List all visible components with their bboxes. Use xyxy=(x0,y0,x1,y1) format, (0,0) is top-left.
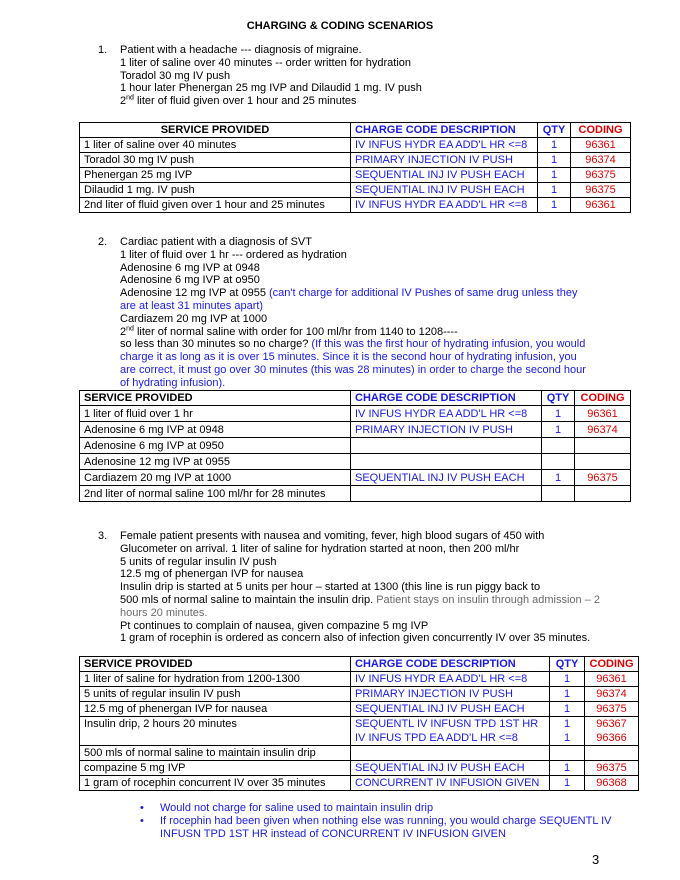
code-cell: 96375 xyxy=(571,183,631,198)
service-cell: 2nd liter of normal saline 100 ml/hr for 28 minutes xyxy=(80,486,351,502)
qty-cell: 1 xyxy=(538,138,571,153)
table-row xyxy=(80,761,639,776)
description-cell xyxy=(351,486,542,502)
description-cell: SEQUENTIAL INJ IV PUSH EACH xyxy=(351,470,542,486)
scenario-1-table xyxy=(79,122,631,213)
notes-list xyxy=(140,802,640,841)
code-cell: 96361 xyxy=(571,198,631,213)
description-cell: PRIMARY INJECTION IV PUSH xyxy=(351,153,538,168)
description-cell: IV INFUS HYDR EA ADD'L HR <=8 xyxy=(351,406,542,422)
service-cell: 500 mls of normal saline to maintain insulin drip xyxy=(80,746,351,761)
scenario-1-line: 1 hour later Phenergan 25 mg IVP and Dilaudid 1 mg. IV push xyxy=(120,82,422,95)
header-service: SERVICE PROVIDED xyxy=(80,391,351,406)
scenario-2-line: so less than 30 minutes so no charge? (If this was the first hour of hydrating infusion, you would charge it as long as it is over 15 minutes. Since it is the second hour of hydrating infusion, you are correct, it must go over 30 minutes (this was 28 minutes) in order to charge the second hour of hydrating infusion). xyxy=(120,338,586,389)
table-row xyxy=(80,454,631,470)
table-row xyxy=(80,486,631,502)
table-row xyxy=(80,153,631,168)
service-cell: Adenosine 12 mg IVP at 0955 xyxy=(80,454,351,470)
header-coding: CODING xyxy=(585,657,639,672)
qty-cell: 1 xyxy=(542,406,575,422)
table-row xyxy=(80,702,639,717)
service-cell: compazine 5 mg IVP xyxy=(80,761,351,776)
scenario-2-number: 2. xyxy=(98,236,108,248)
qty-cell: 1 xyxy=(538,168,571,183)
service-cell: Cardiazem 20 mg IVP at 1000 xyxy=(80,470,351,486)
qty-cell: 1 xyxy=(550,672,585,687)
code-cell xyxy=(575,438,631,454)
qty-cell xyxy=(542,454,575,470)
header-description: CHARGE CODE DESCRIPTION xyxy=(351,657,550,672)
scenario-2-line: 2nd liter of normal saline with order for 100 ml/hr from 1140 to 1208---- xyxy=(120,324,458,338)
table-row xyxy=(80,183,631,198)
qty-cell xyxy=(542,438,575,454)
scenario-2-line: Adenosine 6 mg IVP at o950 xyxy=(120,274,260,287)
description-cell xyxy=(351,454,542,470)
header-qty: QTY xyxy=(550,657,585,672)
service-cell: 1 gram of rocephin concurrent IV over 35 minutes xyxy=(80,776,351,791)
qty-cell: 1 xyxy=(550,687,585,702)
service-cell: 2nd liter of fluid given over 1 hour and 25 minutes xyxy=(80,198,351,213)
service-cell: Dilaudid 1 mg. IV push xyxy=(80,183,351,198)
code-cell xyxy=(575,454,631,470)
description-cell: PRIMARY INJECTION IV PUSH xyxy=(351,687,550,702)
table-header-row xyxy=(80,657,639,672)
description-cell: SEQUENTIAL INJ IV PUSH EACH xyxy=(351,168,538,183)
qty-cell: 1 xyxy=(538,153,571,168)
scenario-2-line: Cardiac patient with a diagnosis of SVT xyxy=(120,236,312,248)
code-cell: 96375 xyxy=(585,761,639,776)
qty-cell: 1 xyxy=(550,776,585,791)
service-cell: 1 liter of saline for hydration from 1200-1300 xyxy=(80,672,351,687)
table-header-row xyxy=(80,391,631,406)
scenario-3-line: 1 gram of rocephin is ordered as concern also of infection given concurrently IV over 35 minutes. xyxy=(120,632,591,645)
scenario-3-table xyxy=(79,656,639,791)
scenario-2-line: Cardiazem 20 mg IVP at 1000 xyxy=(120,312,268,325)
header-description: CHARGE CODE DESCRIPTION xyxy=(351,391,542,406)
code-cell: 96368 xyxy=(585,776,639,791)
table-row xyxy=(80,672,639,687)
qty-cell xyxy=(542,486,575,502)
description-cell xyxy=(351,746,550,761)
qty-cell: 1 xyxy=(542,422,575,438)
scenario-2-line: Adenosine 12 mg IVP at 0955 (can't charge for additional IV Pushes of same drug unless they are at least 31 minutes apart) xyxy=(120,287,578,312)
qty-cell: 1 xyxy=(538,198,571,213)
qty-cell: 1 1 xyxy=(550,717,585,746)
qty-cell xyxy=(550,746,585,761)
note-item: • If rocephin had been given when nothing else was running, you would charge SEQUENTL IV INFUSN TPD 1ST HR instead of CONCURRENT IV INFUSION GIVEN xyxy=(140,815,612,840)
service-cell: 12.5 mg of phenergan IVP for nausea xyxy=(80,702,351,717)
table-row xyxy=(80,776,639,791)
qty-cell: 1 xyxy=(550,702,585,717)
scenario-3-line: 500 mls of normal saline to maintain the insulin drip. Patient stays on insulin through admission – 2 hours 20 minutes. xyxy=(120,593,600,619)
scenario-2-text xyxy=(100,236,595,390)
description-cell: SEQUENTIAL INJ IV PUSH EACH xyxy=(351,761,550,776)
description-cell: CONCURRENT IV INFUSION GIVEN xyxy=(351,776,550,791)
service-cell: Adenosine 6 mg IVP at 0950 xyxy=(80,438,351,454)
code-cell: 96375 xyxy=(571,168,631,183)
qty-cell: 1 xyxy=(542,470,575,486)
header-qty: QTY xyxy=(542,391,575,406)
scenario-1-line: 1 liter of saline over 40 minutes -- order written for hydration xyxy=(120,56,412,69)
table-row xyxy=(80,198,631,213)
scenario-1-text xyxy=(100,44,610,108)
header-service: SERVICE PROVIDED xyxy=(80,657,351,672)
description-cell: IV INFUS HYDR EA ADD'L HR <=8 xyxy=(351,672,550,687)
service-cell: 5 units of regular insulin IV push xyxy=(80,687,351,702)
scenario-2-note: (can't charge for additional IV Pushes of same drug unless they are at least 31 minutes apart) xyxy=(120,287,578,312)
bullet-icon: • xyxy=(140,802,144,814)
description-cell: SEQUENTL IV INFUSN TPD 1ST HR IV INFUS TPD EA ADD'L HR <=8 xyxy=(351,717,550,746)
scenario-2-note: (If this was the first hour of hydrating infusion, you would charge it as long as it is over 15 minutes. Since it is the second hour of hydrating infusion, you are correct, it must go over 30 minutes (this was 28 minutes) in order to charge the second hour of hydrating infusion). xyxy=(120,338,586,389)
qty-cell: 1 xyxy=(538,183,571,198)
service-cell: Adenosine 6 mg IVP at 0948 xyxy=(80,422,351,438)
table-header-row xyxy=(80,123,631,138)
note-item: • Would not charge for saline used to maintain insulin drip xyxy=(140,802,434,814)
header-coding: CODING xyxy=(571,123,631,138)
header-qty: QTY xyxy=(538,123,571,138)
description-cell: PRIMARY INJECTION IV PUSH xyxy=(351,422,542,438)
scenario-1-line: Toradol 30 mg IV push xyxy=(120,69,231,82)
table-row xyxy=(80,138,631,153)
scenario-3-line: Glucometer on arrival. 1 liter of saline for hydration started at noon, then 200 ml/hr xyxy=(120,542,520,555)
scenario-3-number: 3. xyxy=(98,530,108,542)
bullet-icon: • xyxy=(140,815,144,827)
code-cell: 96374 xyxy=(585,687,639,702)
description-cell xyxy=(351,438,542,454)
code-cell: 96367 96366 xyxy=(585,717,639,746)
page-number: 3 xyxy=(592,852,600,867)
description-cell: IV INFUS HYDR EA ADD'L HR <=8 xyxy=(351,198,538,213)
code-cell: 96361 xyxy=(575,406,631,422)
code-cell xyxy=(585,746,639,761)
table-row xyxy=(80,168,631,183)
table-row xyxy=(80,470,631,486)
page-title: CHARGING & CODING SCENARIOS xyxy=(246,20,434,32)
service-cell: Phenergan 25 mg IVP xyxy=(80,168,351,183)
table-row xyxy=(80,746,639,761)
scenario-1-number: 1. xyxy=(98,44,108,56)
table-row xyxy=(80,406,631,422)
scenario-1-line: 2nd liter of fluid given over 1 hour and 25 minutes xyxy=(120,94,357,108)
description-cell: SEQUENTIAL INJ IV PUSH EACH xyxy=(351,702,550,717)
scenario-3-text xyxy=(100,530,610,645)
service-cell: 1 liter of fluid over 1 hr xyxy=(80,406,351,422)
scenario-3-line: Pt continues to complain of nausea, given compazine 5 mg IVP xyxy=(120,619,429,632)
scenario-1-line: Patient with a headache --- diagnosis of migraine. xyxy=(120,44,362,56)
service-cell: Insulin drip, 2 hours 20 minutes xyxy=(80,717,351,746)
code-cell: 96374 xyxy=(575,422,631,438)
code-cell: 96361 xyxy=(585,672,639,687)
scenario-3-line: Insulin drip is started at 5 units per hour – started at 1300 (this line is run piggy back to xyxy=(120,581,541,594)
qty-cell: 1 xyxy=(550,761,585,776)
header-coding: CODING xyxy=(575,391,631,406)
scenario-3-line: 12.5 mg of phenergan IVP for nausea xyxy=(120,568,304,581)
header-description: CHARGE CODE DESCRIPTION xyxy=(351,123,538,138)
description-cell: IV INFUS HYDR EA ADD'L HR <=8 xyxy=(351,138,538,153)
service-cell: 1 liter of saline over 40 minutes xyxy=(80,138,351,153)
code-cell: 96375 xyxy=(575,470,631,486)
table-row xyxy=(80,438,631,454)
code-cell: 96361 xyxy=(571,138,631,153)
table-row xyxy=(80,422,631,438)
code-cell: 96375 xyxy=(585,702,639,717)
scenario-3-line: 5 units of regular insulin IV push xyxy=(120,555,277,568)
description-cell: SEQUENTIAL INJ IV PUSH EACH xyxy=(351,183,538,198)
scenario-3-note: Patient stays on insulin through admission – 2 hours 20 minutes. xyxy=(120,593,600,619)
code-cell xyxy=(575,486,631,502)
table-row xyxy=(80,687,639,702)
table-row xyxy=(80,717,639,746)
scenario-2-line: Adenosine 6 mg IVP at 0948 xyxy=(120,261,260,274)
scenario-3-line: Female patient presents with nausea and vomiting, fever, high blood sugars of 450 with xyxy=(120,530,545,542)
header-service: SERVICE PROVIDED xyxy=(80,123,351,138)
code-cell: 96374 xyxy=(571,153,631,168)
scenario-2-table xyxy=(79,390,631,502)
service-cell: Toradol 30 mg IV push xyxy=(80,153,351,168)
scenario-2-line: 1 liter of fluid over 1 hr --- ordered as hydration xyxy=(120,248,347,261)
